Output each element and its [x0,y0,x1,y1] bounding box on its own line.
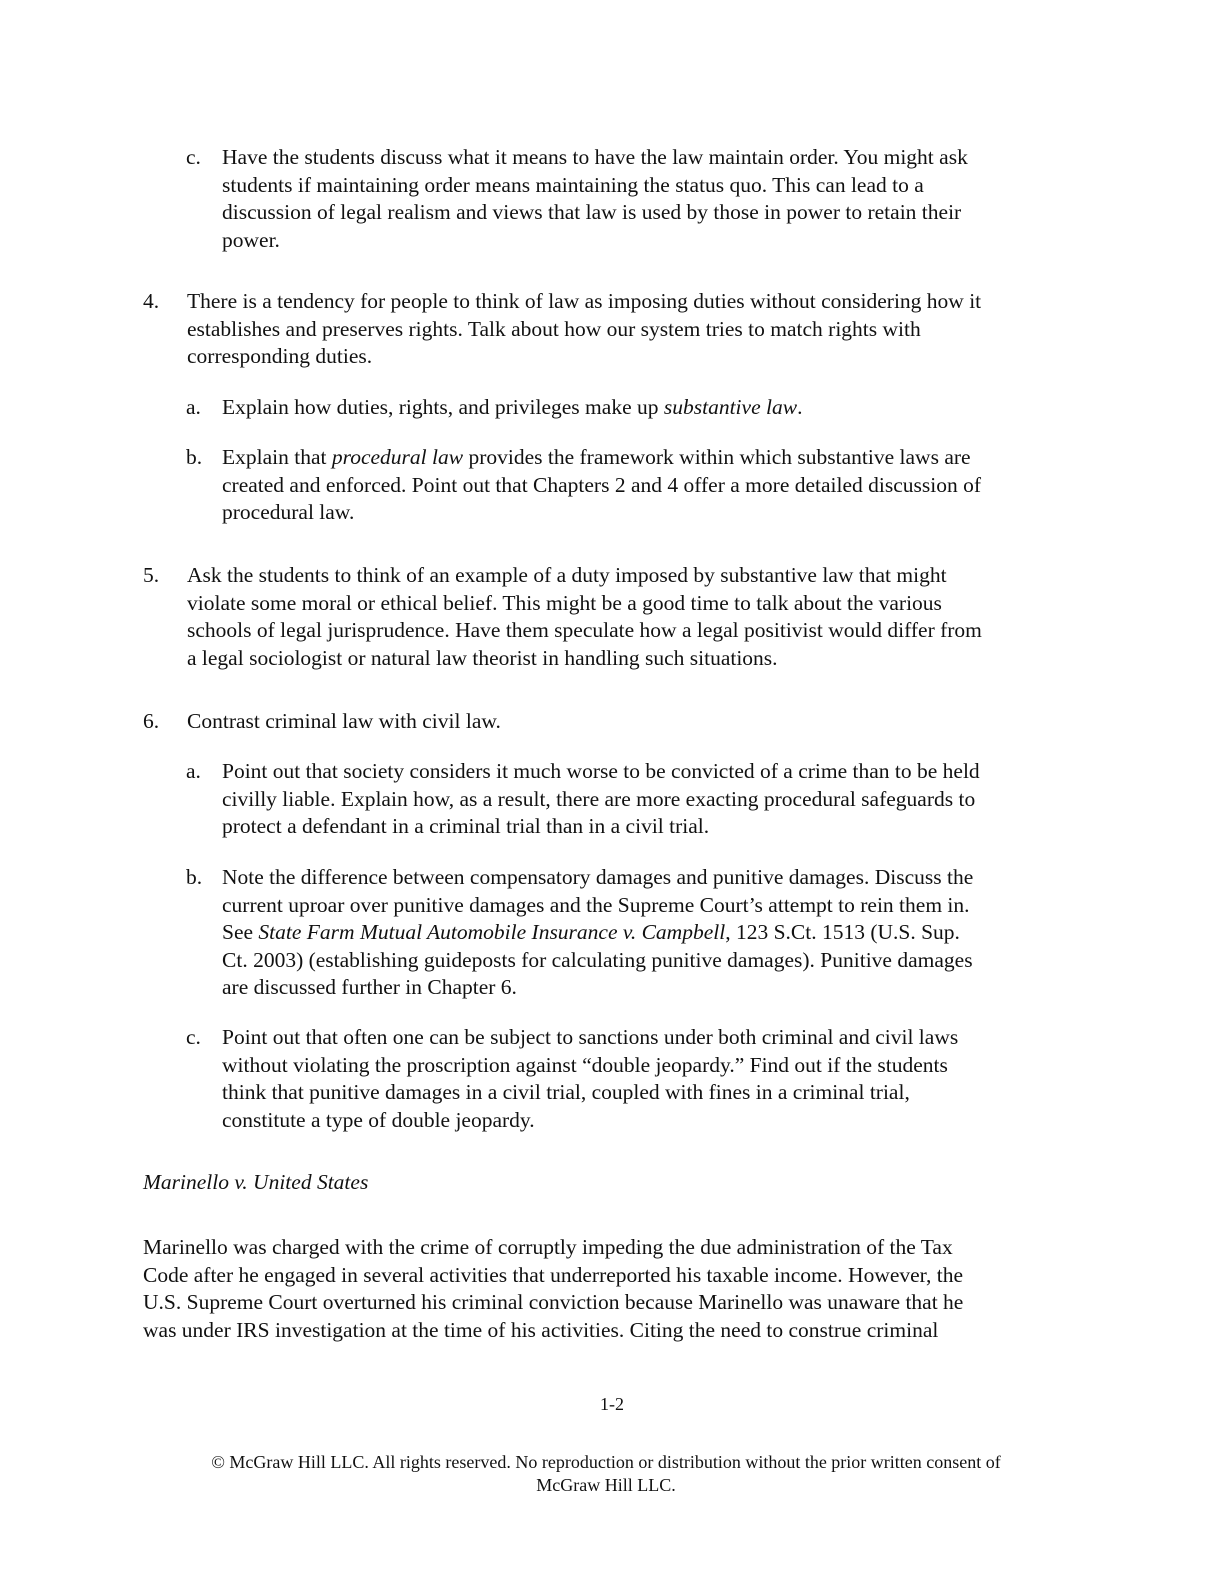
list-marker: a. [186,759,201,783]
list-item-text [222,864,973,1002]
text-line: Note the difference between compensatory damages and punitive damages. Discuss the [222,865,974,889]
text-line: schools of legal jurisprudence. Have them speculate how a legal positivist would differ from [187,618,982,642]
text-line [222,444,981,472]
list-marker: c. [186,1025,201,1049]
text-line: are discussed further in Chapter 6. [222,975,517,999]
text-line: Point out that society considers it much worse to be convicted of a crime than to be held [222,759,980,783]
text-span: See [222,920,259,944]
text-line: protect a defendant in a criminal trial than in a civil trial. [222,814,710,838]
italic-term: substantive law [663,395,798,419]
copyright-footer [0,1451,1212,1497]
text-line: without violating the proscription against “double jeopardy.” Find out if the students [222,1052,948,1077]
text-line: U.S. Supreme Court overturned his criminal conviction because Marinello was unaware that he [143,1290,964,1314]
text-span: , 123 S.Ct. 1513 (U.S. Sup. [725,920,960,944]
text-line: Have the students discuss what it means to have the law maintain order. You might ask [222,145,968,169]
text-span: provides the framework within which substantive laws are [463,445,971,469]
list-item-text [187,562,982,672]
case-citation: State Farm Mutual Automobile Insurance v. Campbell [258,920,726,944]
list-item-text [222,444,981,527]
text-line: procedural law. [222,500,355,524]
list-marker: c. [186,145,201,169]
text-line: violate some moral or ethical belief. This might be a good time to talk about the various [187,590,942,615]
list-item-text [187,288,981,371]
case-paragraph [143,1234,963,1344]
list-marker: b. [186,445,203,469]
text-line: current uproar over punitive damages and the Supreme Court’s attempt to rein them in. [222,892,970,917]
list-marker: 5. [143,563,160,587]
list-marker: a. [186,395,201,419]
text-line: students if maintaining order means maintaining the status quo. This can lead to a [222,172,924,197]
text-line [222,919,973,947]
list-marker: b. [186,865,203,889]
text-line: Code after he engaged in several activities that underreported his taxable income. However, the [143,1262,963,1287]
case-heading: Marinello v. United States [143,1170,369,1194]
text-line: There is a tendency for people to think of law as imposing duties without considering how it [187,289,982,313]
list-marker: 6. [143,709,160,733]
text-line: Ct. 2003) (establishing guideposts for calculating punitive damages). Punitive damages [222,947,973,972]
text-span: . [797,395,803,419]
text-line: civilly liable. Explain how, as a result, there are more exacting procedural safeguards to [222,786,976,811]
text-line: a legal sociologist or natural law theorist in handling such situations. [187,645,778,670]
text-line: think that punitive damages in a civil trial, coupled with fines in a criminal trial, [222,1080,910,1104]
list-item-text [187,708,501,736]
footer-line: © McGraw Hill LLC. All rights reserved. No reproduction or distribution without the prior written consent of [211,1452,1001,1472]
text-line: was under IRS investigation at the time of his activities. Citing the need to construe criminal [143,1317,939,1342]
list-item-text [222,394,802,422]
text-line: constitute a type of double jeopardy. [222,1107,535,1132]
text-span: Explain that [222,445,332,469]
text-line: Ask the students to think of an example of a duty imposed by substantive law that might [187,563,947,587]
text-line: corresponding duties. [187,344,373,368]
list-item-text [222,144,968,254]
text-line: Marinello was charged with the crime of corruptly impeding the due administration of the Tax [143,1235,953,1259]
italic-term: procedural law [331,445,464,469]
text-line: created and enforced. Point out that Chapters 2 and 4 offer a more detailed discussion of [222,472,982,497]
text-line: Point out that often one can be subject to sanctions under both criminal and civil laws [222,1025,959,1049]
text-line: establishes and preserves rights. Talk about how our system tries to match rights with [187,316,921,341]
list-marker: 4. [143,289,160,313]
page-number: 1-2 [600,1394,624,1414]
footer-line: McGraw Hill LLC. [536,1475,676,1495]
text-line: Contrast criminal law with civil law. [187,709,501,733]
text-span: Explain how duties, rights, and privileges make up [222,395,664,419]
text-line: power. [222,227,280,252]
list-item-text [222,758,980,841]
text-line: discussion of legal realism and views that law is used by those in power to retain their [222,200,962,224]
list-item-text [222,1024,958,1134]
text-line [222,394,802,422]
